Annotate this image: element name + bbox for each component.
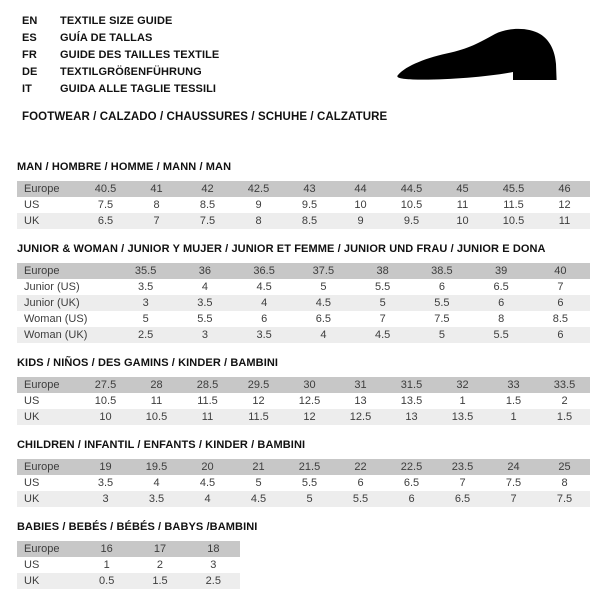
size-cell: 21 [233,459,284,475]
language-code: ES [22,32,37,44]
size-cell: 10 [354,199,367,211]
size-cell: 11.5 [197,395,218,407]
size-cell: 6 [261,313,268,325]
size-cell: 1.5 [133,573,186,589]
size-cell: 5.5 [301,477,318,489]
size-cell: 4 [153,477,160,489]
size-table [17,181,590,229]
size-cell: 37.5 [294,263,353,279]
table-row [17,263,590,279]
size-cell: 7 [488,491,539,507]
size-cell: 5.5 [374,281,391,293]
size-cell: 31 [335,377,386,393]
size-cell: 7.5 [505,477,522,489]
row-label: US [24,395,40,407]
size-table-section [17,243,590,343]
size-cell: 18 [187,541,240,557]
header [0,0,600,123]
size-table [17,541,240,589]
size-cell: 12 [284,409,335,425]
size-cell: 4 [294,327,353,343]
size-cell: 36 [175,263,234,279]
size-cell: 5 [412,327,471,343]
size-cell: 3.5 [131,491,182,507]
size-cell: 6.5 [403,477,420,489]
size-cell: 8 [153,199,160,211]
size-cell: 11 [182,409,233,425]
size-cell: 5.5 [412,295,471,311]
size-table-section [17,161,590,229]
size-cell: 41 [131,181,182,197]
size-cell: 19 [80,459,131,475]
size-cell: 5.5 [472,327,531,343]
size-cell: 12.5 [298,395,321,407]
size-cell: 4 [201,281,208,293]
row-label: UK [17,491,80,507]
size-cell: 7.5 [539,491,590,507]
size-cell: 45.5 [488,181,539,197]
size-cell: 33 [488,377,539,393]
row-label: Europe [17,377,80,393]
size-cell: 4.5 [199,477,216,489]
language-code: EN [22,15,38,27]
size-cell: 4.5 [256,281,272,293]
size-cell: 3.5 [235,327,294,343]
size-cell: 1 [488,409,539,425]
size-cell: 1 [459,395,466,407]
size-cell: 22 [335,459,386,475]
size-cell: 6.5 [493,281,509,293]
row-label: Junior (UK) [17,295,116,311]
size-cell: 6.5 [315,313,332,325]
size-cell: 9.5 [386,213,437,229]
size-cell: 7 [379,313,386,325]
table-row [17,377,590,393]
size-cell: 9 [335,213,386,229]
language-code: DE [22,66,38,78]
table-row [17,459,590,475]
size-cell: 6 [531,295,590,311]
size-cell: 42.5 [233,181,284,197]
size-cell: 3.5 [175,295,234,311]
size-cell: 28.5 [182,377,233,393]
row-label: Junior (US) [24,281,80,293]
size-cell: 11.5 [233,409,284,425]
size-cell: 8 [233,213,284,229]
table-title: BABIES / BEBÉS / BÉBÉS / BABYS /BAMBINI [17,521,258,533]
size-cell: 13.5 [437,409,488,425]
table-row [17,557,240,573]
size-cell: 33.5 [539,377,590,393]
table-row [17,541,240,557]
row-label: Europe [17,541,80,557]
size-cell: 6 [357,477,364,489]
size-cell: 42 [182,181,233,197]
size-cell: 6.5 [437,491,488,507]
size-table-section [17,357,590,425]
size-cell: 7 [131,213,182,229]
row-label: UK [17,213,80,229]
size-cell: 4 [182,491,233,507]
size-cell: 2 [156,559,164,571]
table-row [17,279,590,295]
size-cell: 2.5 [116,327,175,343]
language-label: GUIDA ALLE TAGLIE TESSILI [60,83,217,95]
size-cell: 17 [133,541,186,557]
size-cell: 6 [386,491,437,507]
size-cell: 6 [531,327,590,343]
size-cell: 5.5 [197,313,213,325]
size-table [17,459,590,507]
size-cell: 6 [438,281,445,293]
size-cell: 7.5 [434,313,450,325]
size-cell: 13.5 [400,395,423,407]
table-row [17,491,590,507]
size-cell: 10 [80,409,131,425]
row-label: UK [17,573,80,589]
size-cell: 43 [284,181,335,197]
size-cell: 12.5 [335,409,386,425]
size-cell: 22.5 [386,459,437,475]
size-cell: 5.5 [335,491,386,507]
table-row [17,475,590,491]
size-cell: 30 [284,377,335,393]
size-cell: 13 [386,409,437,425]
size-cell: 1.5 [505,395,522,407]
category-title: FOOTWEAR / CALZADO / CHAUSSURES / SCHUHE / CALZATURE [22,111,388,123]
size-cell: 38.5 [412,263,471,279]
size-cell: 11 [539,213,590,229]
table-row [17,573,240,589]
language-code: IT [22,83,32,95]
row-label: Europe [17,181,80,197]
language-code: FR [22,49,37,61]
size-cell: 31.5 [386,377,437,393]
table-row [17,311,590,327]
size-cell: 1 [103,559,110,571]
size-cell: 3 [175,327,234,343]
size-cell: 5 [142,313,149,325]
table-row [17,295,590,311]
size-cell: 6 [472,295,531,311]
size-cell: 29.5 [233,377,284,393]
row-label: UK [17,409,80,425]
size-cell: 4.5 [294,295,353,311]
table-title: CHILDREN / INFANTIL / ENFANTS / KINDER / BAMBINI [17,439,306,451]
row-label: Europe [17,459,80,475]
size-cell: 36.5 [235,263,294,279]
size-cell: 4.5 [233,491,284,507]
size-cell: 10 [437,213,488,229]
size-cell: 13 [354,395,367,407]
size-cell: 10.5 [488,213,539,229]
size-cell: 39 [472,263,531,279]
size-cell: 23.5 [437,459,488,475]
size-cell: 3 [80,491,131,507]
size-cell: 12 [252,395,265,407]
row-label: US [24,199,40,211]
size-cell: 4 [235,295,294,311]
size-cell: 7.5 [182,213,233,229]
size-cell: 11 [150,395,163,407]
size-cell: 25 [539,459,590,475]
row-label: Woman (US) [24,313,88,325]
size-table-section [17,521,590,589]
language-label: TEXTILGRÖßENFÜHRUNG [60,66,202,78]
size-cell: 19.5 [131,459,182,475]
row-label: Woman (UK) [17,327,116,343]
size-cell: 1.5 [539,409,590,425]
table-row [17,409,590,425]
size-cell: 5 [255,477,262,489]
size-cell: 2.5 [187,573,240,589]
table-row [17,327,590,343]
size-cell: 8 [561,477,568,489]
table-title: MAN / HOMBRE / HOMME / MANN / MAN [17,161,232,173]
table-title: KIDS / NIÑOS / DES GAMINS / KINDER / BAMBINI [17,357,279,369]
size-cell: 3 [210,559,217,571]
size-cell: 28 [131,377,182,393]
size-cell: 4.5 [353,327,412,343]
size-cell: 32 [437,377,488,393]
size-cell: 7 [557,281,564,293]
size-cell: 24 [488,459,539,475]
language-label: TEXTILE SIZE GUIDE [60,15,173,27]
size-cell: 20 [182,459,233,475]
size-cell: 8.5 [552,313,569,325]
size-cell: 45 [437,181,488,197]
size-table-section [17,439,590,507]
size-cell: 9.5 [301,199,318,211]
table-row [17,197,590,213]
table-row [17,213,590,229]
size-cell: 10.5 [131,409,182,425]
size-cell: 3.5 [97,477,114,489]
size-cell: 10.5 [400,199,423,211]
size-cell: 8 [498,313,505,325]
size-cell: 35.5 [116,263,175,279]
size-cell: 11 [456,199,469,211]
size-cell: 38 [353,263,412,279]
language-label: GUÍA DE TALLAS [60,32,153,44]
size-cell: 7 [459,477,466,489]
size-cell: 40.5 [80,181,131,197]
size-cell: 46 [539,181,590,197]
size-cell: 44 [335,181,386,197]
shoe-icon [394,27,572,99]
table-row [17,181,590,197]
size-cell: 7.5 [97,199,114,211]
size-tables [17,161,590,589]
size-table [17,377,590,425]
size-cell: 21.5 [284,459,335,475]
size-cell: 44.5 [386,181,437,197]
size-cell: 6.5 [80,213,131,229]
size-cell: 8.5 [199,199,216,211]
table-row [17,393,590,409]
size-cell: 11.5 [503,199,524,211]
size-cell: 0.5 [80,573,133,589]
size-table [17,263,590,343]
size-cell: 16 [80,541,133,557]
row-label: US [24,477,40,489]
size-cell: 12 [558,199,571,211]
size-cell: 27.5 [80,377,131,393]
language-label: GUIDE DES TAILLES TEXTILE [60,49,220,61]
size-cell: 5 [320,281,327,293]
row-label: Europe [17,263,116,279]
size-cell: 5 [353,295,412,311]
size-cell: 10.5 [94,395,117,407]
row-label: US [24,559,40,571]
size-cell: 9 [255,199,262,211]
size-cell: 2 [561,395,568,407]
size-cell: 3 [116,295,175,311]
size-cell: 5 [284,491,335,507]
size-cell: 40 [531,263,590,279]
table-title: JUNIOR & WOMAN / JUNIOR Y MUJER / JUNIOR ET FEMME / JUNIOR UND FRAU / JUNIOR E DONA [17,243,546,255]
size-cell: 8.5 [284,213,335,229]
size-cell: 3.5 [137,281,154,293]
